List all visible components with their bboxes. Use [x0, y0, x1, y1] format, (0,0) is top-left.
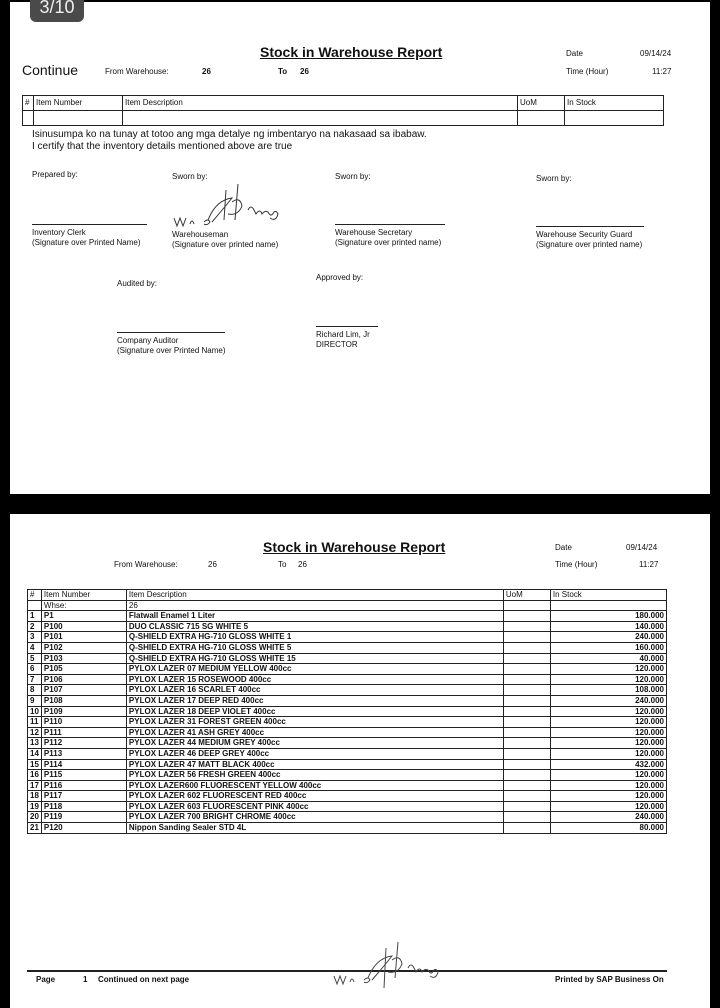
table-row [28, 780, 667, 791]
table-row [28, 632, 667, 643]
table-row [28, 621, 667, 632]
table-row [28, 812, 667, 823]
row-number: 9 [28, 695, 42, 706]
signature-line [536, 226, 644, 227]
director-title: DIRECTOR [316, 340, 358, 349]
item-description: PYLOX LAZER 41 ASH GREY 400cc [126, 727, 503, 738]
row-number: 15 [28, 759, 42, 770]
table-row [28, 685, 667, 696]
table-row [28, 770, 667, 781]
row-number: 10 [28, 706, 42, 717]
table-row [28, 791, 667, 802]
whse-value: 26 [126, 600, 503, 611]
handwritten-signature-icon [328, 938, 458, 994]
item-description: PYLOX LAZER 602 FLUORESCENT RED 400cc [126, 791, 503, 802]
row-number: 7 [28, 674, 42, 685]
in-stock-qty: 108.000 [550, 685, 666, 696]
time-label: Time (Hour) [566, 67, 609, 76]
footer-page-number: 1 [83, 975, 88, 984]
to-warehouse-value: 26 [298, 560, 307, 569]
in-stock-qty: 120.000 [550, 748, 666, 759]
table-row [28, 674, 667, 685]
page-counter-badge: 3/10 [30, 0, 84, 22]
row-number: 20 [28, 812, 42, 823]
continue-label: Continue [22, 62, 79, 78]
sworn-by-caption: Sworn by: [172, 172, 208, 181]
item-description: Q-SHIELD EXTRA HG-710 GLOSS WHITE 5 [126, 642, 503, 653]
from-warehouse-label: From Warehouse: [105, 67, 169, 76]
in-stock-qty: 120.000 [550, 674, 666, 685]
col-item-description: Item Description [123, 96, 518, 111]
footer-page-label: Page [36, 975, 56, 984]
item-number: P117 [41, 791, 126, 802]
uom [503, 611, 550, 622]
item-number: P115 [41, 770, 126, 781]
in-stock-qty: 120.000 [550, 727, 666, 738]
item-number: P116 [41, 780, 126, 791]
uom [503, 664, 550, 675]
uom [503, 685, 550, 696]
table-row [28, 759, 667, 770]
inventory-clerk-note: (Signature over Printed Name) [32, 238, 141, 247]
in-stock-qty: 240.000 [550, 695, 666, 706]
director-name: Richard Lim, Jr [316, 330, 370, 339]
item-description: PYLOX LAZER 07 MEDIUM YELLOW 400cc [126, 664, 503, 675]
in-stock-qty: 120.000 [550, 770, 666, 781]
date-value: 09/14/24 [640, 49, 672, 58]
company-auditor-role: Company Auditor [117, 336, 179, 345]
row-number: 14 [28, 748, 42, 759]
in-stock-qty: 120.000 [550, 791, 666, 802]
uom [503, 780, 550, 791]
in-stock-qty: 140.000 [550, 621, 666, 632]
table-row [28, 801, 667, 812]
in-stock-qty: 80.000 [550, 823, 666, 834]
uom [503, 695, 550, 706]
report-page-1 [10, 514, 710, 1008]
in-stock-qty: 120.000 [550, 706, 666, 717]
item-description: PYLOX LAZER 46 DEEP GREY 400cc [126, 748, 503, 759]
item-description: PYLOX LAZER 31 FOREST GREEN 400cc [126, 717, 503, 728]
col-number: # [23, 96, 34, 111]
uom [503, 801, 550, 812]
table-row [28, 611, 667, 622]
item-description: PYLOX LAZER 18 DEEP VIOLET 400cc [126, 706, 503, 717]
item-description: Nippon Sanding Sealer STD 4L [126, 823, 503, 834]
item-description: PYLOX LAZER 15 ROSEWOOD 400cc [126, 674, 503, 685]
row-number: 13 [28, 738, 42, 749]
item-description: PYLOX LAZER 47 MATT BLACK 400cc [126, 759, 503, 770]
item-number: P102 [41, 642, 126, 653]
uom [503, 738, 550, 749]
col-uom: UoM [518, 96, 565, 111]
uom [503, 653, 550, 664]
in-stock-qty: 120.000 [550, 801, 666, 812]
from-warehouse-label: From Warehouse: [114, 560, 178, 569]
table-row [28, 653, 667, 664]
col-in-stock: In Stock [565, 96, 664, 111]
in-stock-qty: 120.000 [550, 717, 666, 728]
uom [503, 727, 550, 738]
from-warehouse-value: 26 [208, 560, 217, 569]
in-stock-qty: 120.000 [550, 738, 666, 749]
date-label: Date [555, 543, 572, 552]
item-number: P107 [41, 685, 126, 696]
table-row [28, 738, 667, 749]
item-number: P106 [41, 674, 126, 685]
date-value: 09/14/24 [626, 543, 658, 552]
from-warehouse-value: 26 [202, 67, 211, 76]
item-number: P109 [41, 706, 126, 717]
table-row [28, 695, 667, 706]
security-guard-role: Warehouse Security Guard [536, 230, 633, 239]
item-number: P112 [41, 738, 126, 749]
table-row [28, 664, 667, 675]
col-item-number: Item Number [34, 96, 123, 111]
table-row [28, 727, 667, 738]
company-auditor-note: (Signature over Printed Name) [117, 346, 226, 355]
row-number: 11 [28, 717, 42, 728]
row-number: 12 [28, 727, 42, 738]
table-row [28, 717, 667, 728]
item-description: PYLOX LAZER 603 FLUORESCENT PINK 400cc [126, 801, 503, 812]
item-number: P120 [41, 823, 126, 834]
signature-line [117, 332, 225, 333]
item-number: P100 [41, 621, 126, 632]
uom [503, 770, 550, 781]
to-label: To [278, 560, 287, 569]
table-row [28, 748, 667, 759]
signature-line [316, 326, 378, 327]
uom [503, 717, 550, 728]
warehouseman-note: (Signature over printed name) [172, 240, 279, 249]
item-number: P118 [41, 801, 126, 812]
to-label: To [278, 67, 288, 76]
table-row [28, 642, 667, 653]
uom [503, 621, 550, 632]
item-description: Q-SHIELD EXTRA HG-710 GLOSS WHITE 1 [126, 632, 503, 643]
item-description: DUO CLASSIC 715 SG WHITE 5 [126, 621, 503, 632]
audited-by-caption: Audited by: [117, 279, 158, 288]
uom [503, 748, 550, 759]
uom [503, 823, 550, 834]
item-number: P113 [41, 748, 126, 759]
item-number: P101 [41, 632, 126, 643]
sworn-by-caption: Sworn by: [335, 172, 371, 181]
row-number: 6 [28, 664, 42, 675]
in-stock-qty: 120.000 [550, 664, 666, 675]
footer-printed-by: Printed by SAP Business On [555, 975, 664, 984]
row-number: 3 [28, 632, 42, 643]
item-description: Q-SHIELD EXTRA HG-710 GLOSS WHITE 15 [126, 653, 503, 664]
uom [503, 812, 550, 823]
item-number: P114 [41, 759, 126, 770]
sworn-by-caption: Sworn by: [536, 174, 572, 183]
date-label: Date [566, 49, 583, 58]
item-number: P103 [41, 653, 126, 664]
report-title: Stock in Warehouse Report [260, 44, 443, 60]
item-number: P111 [41, 727, 126, 738]
approved-by-caption: Approved by: [316, 273, 364, 282]
certification-english: I certify that the inventory details mentioned above are true [32, 141, 293, 152]
signature-line [335, 224, 445, 225]
in-stock-qty: 180.000 [550, 611, 666, 622]
stock-table [27, 589, 667, 834]
item-description: PYLOX LAZER 16 SCARLET 400cc [126, 685, 503, 696]
row-number: 8 [28, 685, 42, 696]
uom [503, 759, 550, 770]
col-in-stock: In Stock [550, 590, 666, 601]
row-number: 16 [28, 770, 42, 781]
report-table-header [22, 95, 664, 126]
item-description: Flatwall Enamel 1 Liter [126, 611, 503, 622]
item-number: P110 [41, 717, 126, 728]
row-number: 19 [28, 801, 42, 812]
in-stock-qty: 160.000 [550, 642, 666, 653]
warehouse-secretary-note: (Signature over printed name) [335, 238, 442, 247]
row-number: 1 [28, 611, 42, 622]
in-stock-qty: 240.000 [550, 632, 666, 643]
uom [503, 791, 550, 802]
to-warehouse-value: 26 [300, 67, 309, 76]
row-number: 18 [28, 791, 42, 802]
row-number: 2 [28, 621, 42, 632]
signature-line [32, 224, 147, 225]
uom [503, 674, 550, 685]
time-value: 11:27 [639, 560, 659, 569]
col-item-number: Item Number [41, 590, 126, 601]
item-description: PYLOX LAZER 56 FRESH GREEN 400cc [126, 770, 503, 781]
whse-label: Whse: [41, 600, 126, 611]
report-title: Stock in Warehouse Report [263, 539, 446, 555]
in-stock-qty: 120.000 [550, 780, 666, 791]
security-guard-note: (Signature over printed name) [536, 240, 643, 249]
table-row [28, 823, 667, 834]
item-description: PYLOX LAZER 44 MEDIUM GREY 400cc [126, 738, 503, 749]
inventory-clerk-role: Inventory Clerk [32, 228, 86, 237]
table-row [28, 706, 667, 717]
footer-continued: Continued on next page [98, 975, 190, 984]
uom [503, 642, 550, 653]
uom [503, 706, 550, 717]
uom [503, 632, 550, 643]
prepared-by-caption: Prepared by: [32, 170, 78, 179]
certification-filipino: Isinusumpa ko na tunay at totoo ang mga detalye ng imbentaryo na nakasaad sa ibabaw. [32, 129, 427, 140]
row-number: 5 [28, 653, 42, 664]
row-number: 4 [28, 642, 42, 653]
item-number: P119 [41, 812, 126, 823]
item-description: PYLOX LAZER 700 BRIGHT CHROME 400cc [126, 812, 503, 823]
item-number: P1 [41, 611, 126, 622]
in-stock-qty: 40.000 [550, 653, 666, 664]
in-stock-qty: 432.000 [550, 759, 666, 770]
item-number: P105 [41, 664, 126, 675]
col-number: # [28, 590, 42, 601]
col-uom: UoM [503, 590, 550, 601]
warehouseman-role: Warehouseman [172, 230, 229, 239]
item-description: PYLOX LAZER 17 DEEP RED 400cc [126, 695, 503, 706]
item-number: P108 [41, 695, 126, 706]
time-label: Time (Hour) [555, 560, 598, 569]
row-number: 21 [28, 823, 42, 834]
report-page-last [10, 2, 710, 494]
in-stock-qty: 240.000 [550, 812, 666, 823]
row-number: 17 [28, 780, 42, 791]
warehouse-secretary-role: Warehouse Secretary [335, 228, 413, 237]
item-description: PYLOX LAZER600 FLUORESCENT YELLOW 400cc [126, 780, 503, 791]
col-item-description: Item Description [126, 590, 503, 601]
handwritten-signature-icon [168, 180, 298, 232]
time-value: 11:27 [652, 67, 672, 76]
